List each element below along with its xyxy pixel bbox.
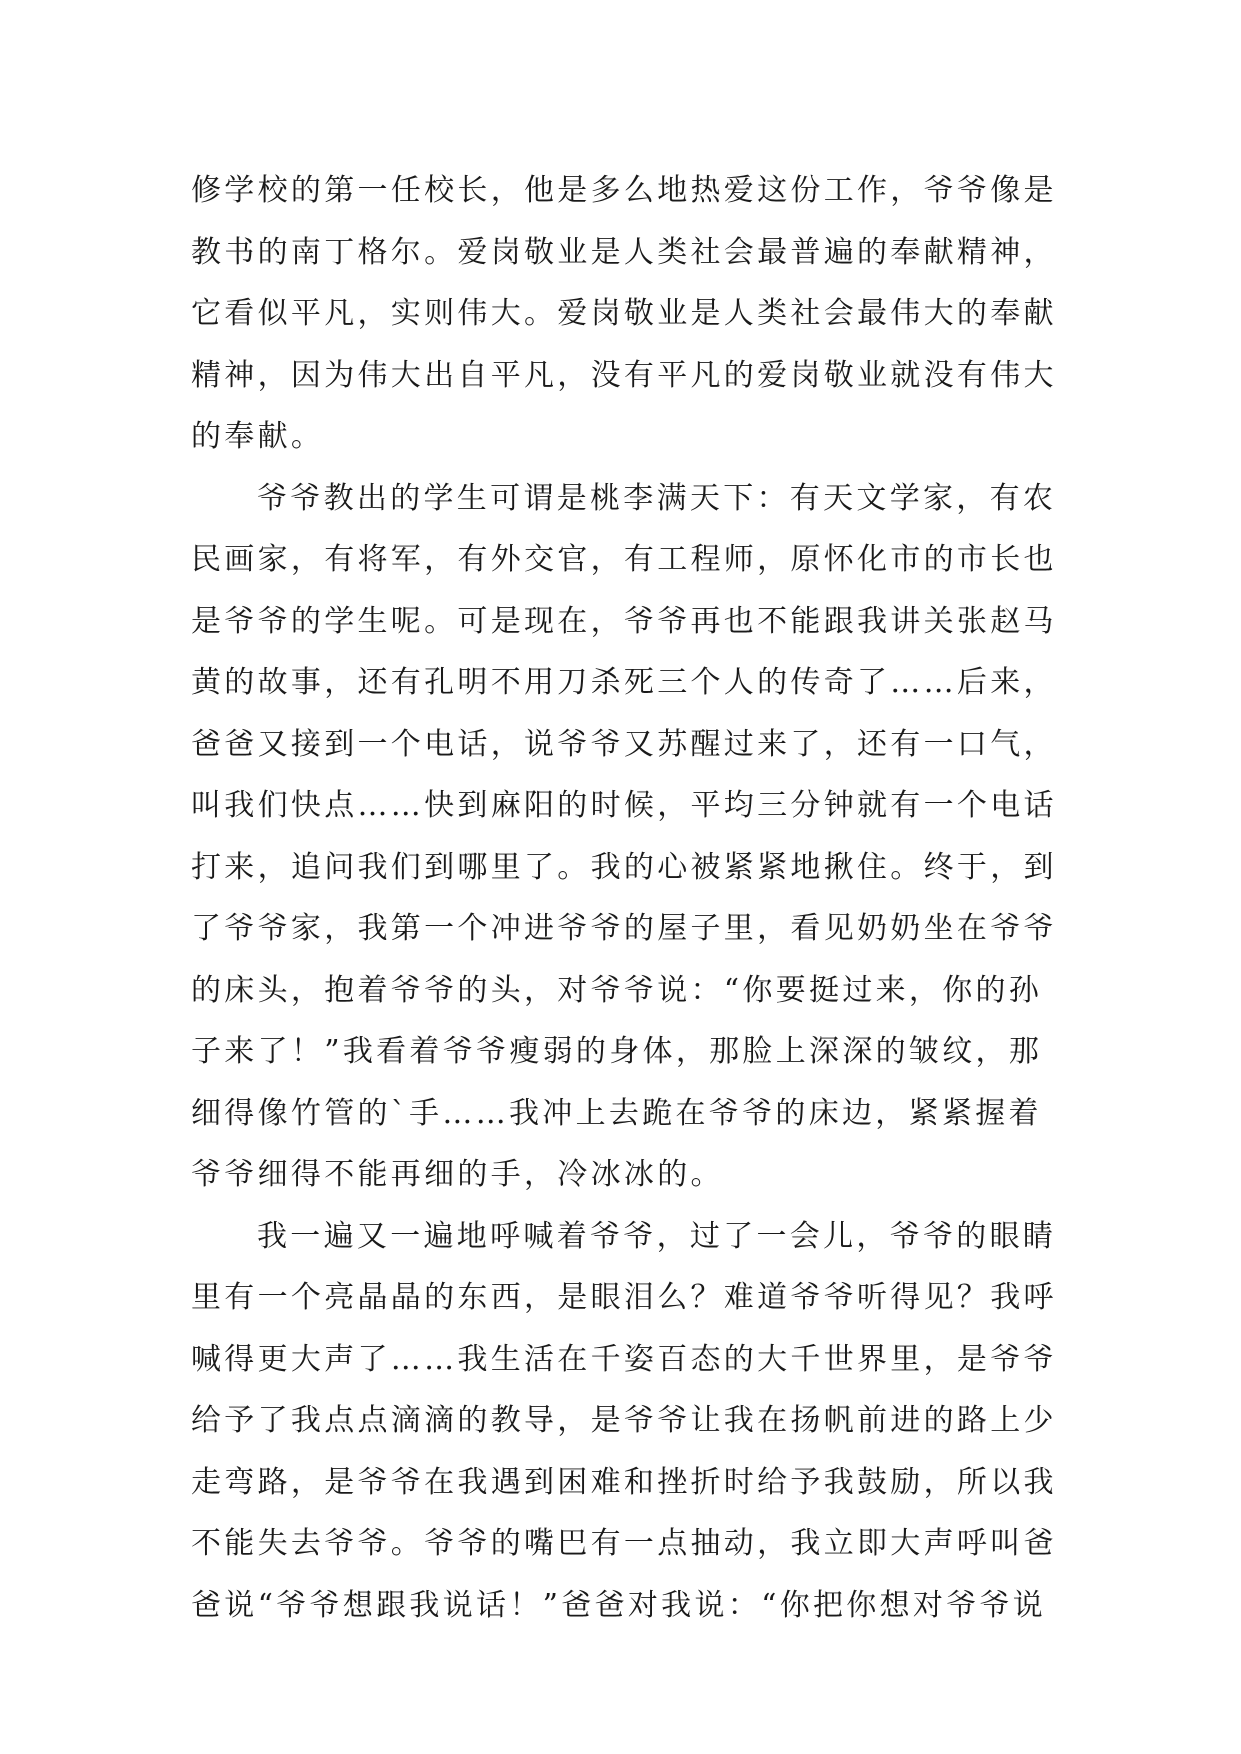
text-line: 的奉献。 [191,419,325,454]
text-line: 精神，因为伟大出自平凡，没有平凡的爱岗敬业就没有伟大 [191,357,1057,393]
text-line: 打来，追问我们到哪里了。我的心被紧紧地揪住。终于，到 [191,849,1057,885]
text-line: 爸说“爷爷想跟我说话！”爸爸对我说：“你把你想对爷爷说 [191,1587,1047,1623]
text-line: 细得像竹管的`手……我冲上去跪在爷爷的床边，紧紧握着 [191,1095,1042,1131]
text-line: 叫我们快点……快到麻阳的时候，平均三分钟就有一个电话 [191,788,1057,823]
text-line: 修学校的第一任校长，他是多么地热爱这份工作，爷爷像是 [191,173,1057,208]
text-line: 它看似平凡，实则伟大。爱岗敬业是人类社会最伟大的奉献 [191,296,1057,331]
text-line: 爷爷细得不能再细的手，冷冰冰的。 [191,1157,724,1192]
text-line: 爸爸又接到一个电话，说爷爷又苏醒过来了，还有一口气， [191,726,1057,762]
text-line: 喊得更大声了……我生活在千姿百态的大千世界里，是爷爷 [191,1341,1057,1377]
text-line: 的床头，抱着爷爷的头，对爷爷说：“你要挺过来，你的孙 [191,972,1043,1008]
text-line: 了爷爷家，我第一个冲进爷爷的屋子里，看见奶奶坐在爷爷 [191,911,1057,946]
paragraph-first-line: 爷爷教出的学生可谓是桃李满天下：有天文学家，有农 [257,480,1057,516]
text-line: 给予了我点点滴滴的教导，是爷爷让我在扬帆前进的路上少 [191,1403,1057,1438]
paragraph-first-line: 我一遍又一遍地呼喊着爷爷，过了一会儿，爷爷的眼睛 [257,1218,1057,1254]
text-line: 走弯路，是爷爷在我遇到困难和挫折时给予我鼓励，所以我 [191,1464,1057,1500]
text-line: 教书的南丁格尔。爱岗敬业是人类社会最普遍的奉献精神， [191,234,1057,270]
body-text [191,160,1063,1636]
text-line: 是爷爷的学生呢。可是现在，爷爷再也不能跟我讲关张赵马 [191,603,1057,639]
text-line: 里有一个亮晶晶的东西，是眼泪么？难道爷爷听得见？我呼 [191,1280,1057,1315]
text-line: 黄的故事，还有孔明不用刀杀死三个人的传奇了……后来， [191,665,1057,700]
text-line: 民画家，有将军，有外交官，有工程师，原怀化市的市长也 [191,542,1057,577]
text-line: 不能失去爷爷。爷爷的嘴巴有一点抽动，我立即大声呼叫爸 [191,1526,1057,1561]
text-line: 子来了！”我看着爷爷瘦弱的身体，那脸上深深的皱纹，那 [191,1034,1043,1069]
